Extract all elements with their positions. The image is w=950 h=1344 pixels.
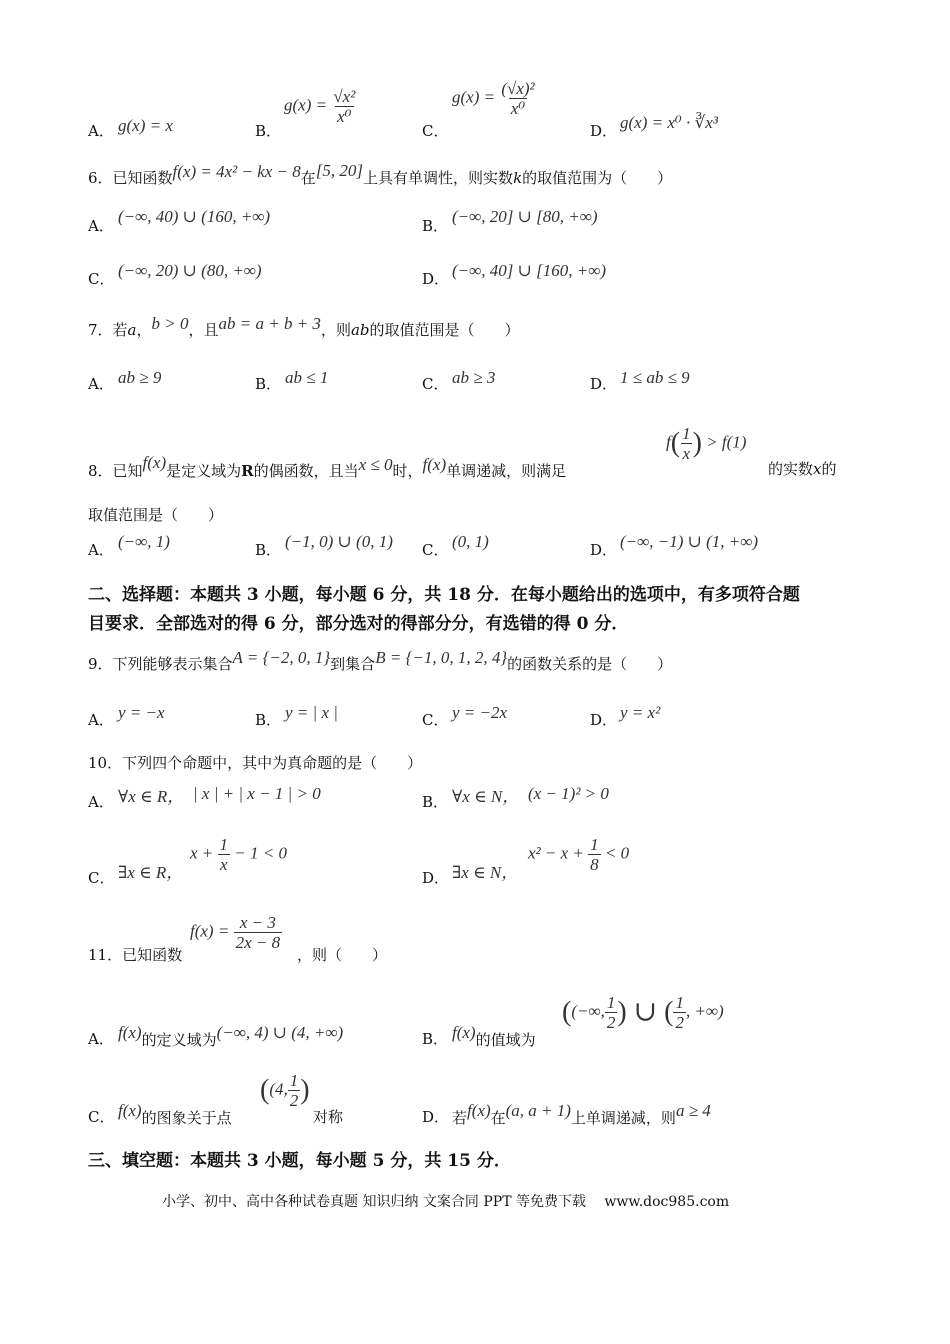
option-text: f(x)的值域为: [452, 1023, 536, 1049]
option-formula: g(x) = $\frac{\text{√x²}}{\text{x⁰}}$: [284, 87, 356, 126]
option-label: A．: [88, 375, 114, 393]
inequality-formula: f( $\frac{1}{x}$ ) > f(1): [666, 424, 747, 463]
option-formula: x² − x + $\frac{1}{8}$ < 0: [528, 835, 630, 874]
option-label: A．: [88, 1030, 114, 1048]
option-label: C．: [88, 270, 115, 288]
option-label: B．: [255, 541, 282, 559]
option-label: D．: [590, 711, 618, 729]
option-label: D．: [590, 122, 618, 140]
option-label: A．: [88, 793, 114, 811]
option-label: A．: [88, 217, 114, 235]
question-8-stem: 8．已知f(x)是定义域为R的偶函数，且当x ≤ 0时，f(x)单调递减，则满足: [88, 453, 567, 480]
option-formula: (−∞, 40] ∪ [160, +∞): [452, 261, 606, 280]
option-quantifier: ∀x ∈ N，: [452, 787, 520, 806]
option-text: f(x)的图象关于点: [118, 1101, 232, 1127]
option-formula: g(x) = x: [118, 116, 173, 135]
option-formula: g(x) = $\frac{\text{(√x)²}}{\text{x⁰}}$: [452, 79, 535, 118]
option-label: B．: [422, 217, 449, 235]
option-formula: ((−∞, $\frac{1}{2}$ ) ∪ ( $\frac{1}{2}$ , +∞): [562, 993, 724, 1032]
section-3-heading: 三、填空题：本题共 3 小题，每小题 5 分，共 15 分．: [88, 1151, 511, 1171]
option-label: C．: [88, 869, 115, 887]
option-label: B．: [255, 122, 282, 140]
question-9-stem: 9．下列能够表示集合A = {−2, 0, 1}到集合B = {−1, 0, 1, 2, 4}的函数关系的是（ ）: [88, 648, 673, 673]
option-formula: g(x) = x⁰ · ∛x³: [620, 113, 718, 132]
question-11-stem: 11．已知函数: [88, 946, 183, 964]
option-formula: (0, 1): [452, 532, 489, 551]
option-formula: (x − 1)² > 0: [528, 784, 609, 803]
option-label: A．: [88, 711, 114, 729]
option-label: A．: [88, 541, 114, 559]
option-formula: y = | x |: [285, 703, 338, 722]
option-label: C．: [422, 375, 449, 393]
option-quantifier: ∀x ∈ R，: [118, 787, 185, 806]
option-formula: ab ≥ 3: [452, 368, 496, 387]
option-formula: x + $\frac{1}{x}$ − 1 < 0: [190, 835, 287, 874]
option-label: C．: [422, 711, 449, 729]
option-formula: (−∞, 40) ∪ (160, +∞): [118, 207, 271, 226]
option-formula: 1 ≤ ab ≤ 9: [620, 368, 690, 387]
option-formula: (−∞, 20) ∪ (80, +∞): [118, 261, 262, 280]
option-quantifier: ∃x ∈ R，: [118, 863, 184, 882]
option-label: C．: [88, 1108, 115, 1126]
question-6-stem: 6．已知函数f(x) = 4x² − kx − 8在[5, 20]上具有单调性，则实数k的取值范围为（ ）: [88, 161, 673, 187]
option-label: D．: [590, 541, 618, 559]
question-7-stem: 7．若a，b > 0，且ab = a + b + 3，则ab的取值范围是（ ）: [88, 314, 520, 339]
option-formula: (−∞, 1): [118, 532, 170, 551]
option-label: D．: [422, 869, 450, 887]
option-formula: ab ≤ 1: [285, 368, 329, 387]
option-label: B．: [422, 793, 449, 811]
section-2-heading: 二、选择题：本题共 3 小题，每小题 6 分，共 18 分．在每小题给出的选项中，有多项符合题: [88, 585, 800, 605]
option-text: 若f(x)在(a, a + 1)上单调递减，则a ≥ 4: [452, 1101, 711, 1127]
option-formula: y = x²: [620, 703, 661, 722]
option-formula: (−∞, −1) ∪ (1, +∞): [620, 532, 759, 551]
option-text: 对称: [313, 1108, 344, 1126]
page-footer: 小学、初中、高中各种试卷真题 知识归纳 文案合同 PPT 等免费下载 www.doc985.com: [162, 1194, 730, 1210]
question-11-stem-end: ，则（ ）: [297, 946, 388, 964]
option-label: B．: [255, 375, 282, 393]
option-label: D．: [590, 375, 618, 393]
option-formula: y = −x: [118, 703, 165, 722]
option-quantifier: ∃x ∈ N，: [452, 863, 519, 882]
option-text: f(x)的定义域为(−∞, 4) ∪ (4, +∞): [118, 1023, 344, 1049]
option-label: C．: [422, 122, 449, 140]
option-label: A．: [88, 122, 114, 140]
option-formula: y = −2x: [452, 703, 508, 722]
option-label: D．: [422, 1108, 450, 1126]
option-formula: ab ≥ 9: [118, 368, 162, 387]
question-8-stem-line2: 取值范围是（ ）: [88, 506, 224, 524]
option-label: B．: [255, 711, 282, 729]
option-formula: (−1, 0) ∪ (0, 1): [285, 532, 393, 551]
function-formula: f(x) = $\frac{x - 3}{2x - 8}$: [190, 913, 281, 952]
option-label: C．: [422, 541, 449, 559]
question-8-stem-end: 的实数x的: [768, 460, 837, 478]
question-10-stem: 10．下列四个命题中，其中为真命题的是（ ）: [88, 754, 423, 772]
option-label: B．: [422, 1030, 449, 1048]
option-label: D．: [422, 270, 450, 288]
section-2-heading-line2: 目要求．全部选对的得 6 分，部分选对的得部分分，有选错的得 0 分．: [88, 614, 629, 634]
option-formula: | x | + | x − 1 | > 0: [193, 784, 321, 803]
point-formula: ((4, $\frac{1}{2}$ ): [260, 1071, 310, 1110]
option-formula: (−∞, 20] ∪ [80, +∞): [452, 207, 598, 226]
